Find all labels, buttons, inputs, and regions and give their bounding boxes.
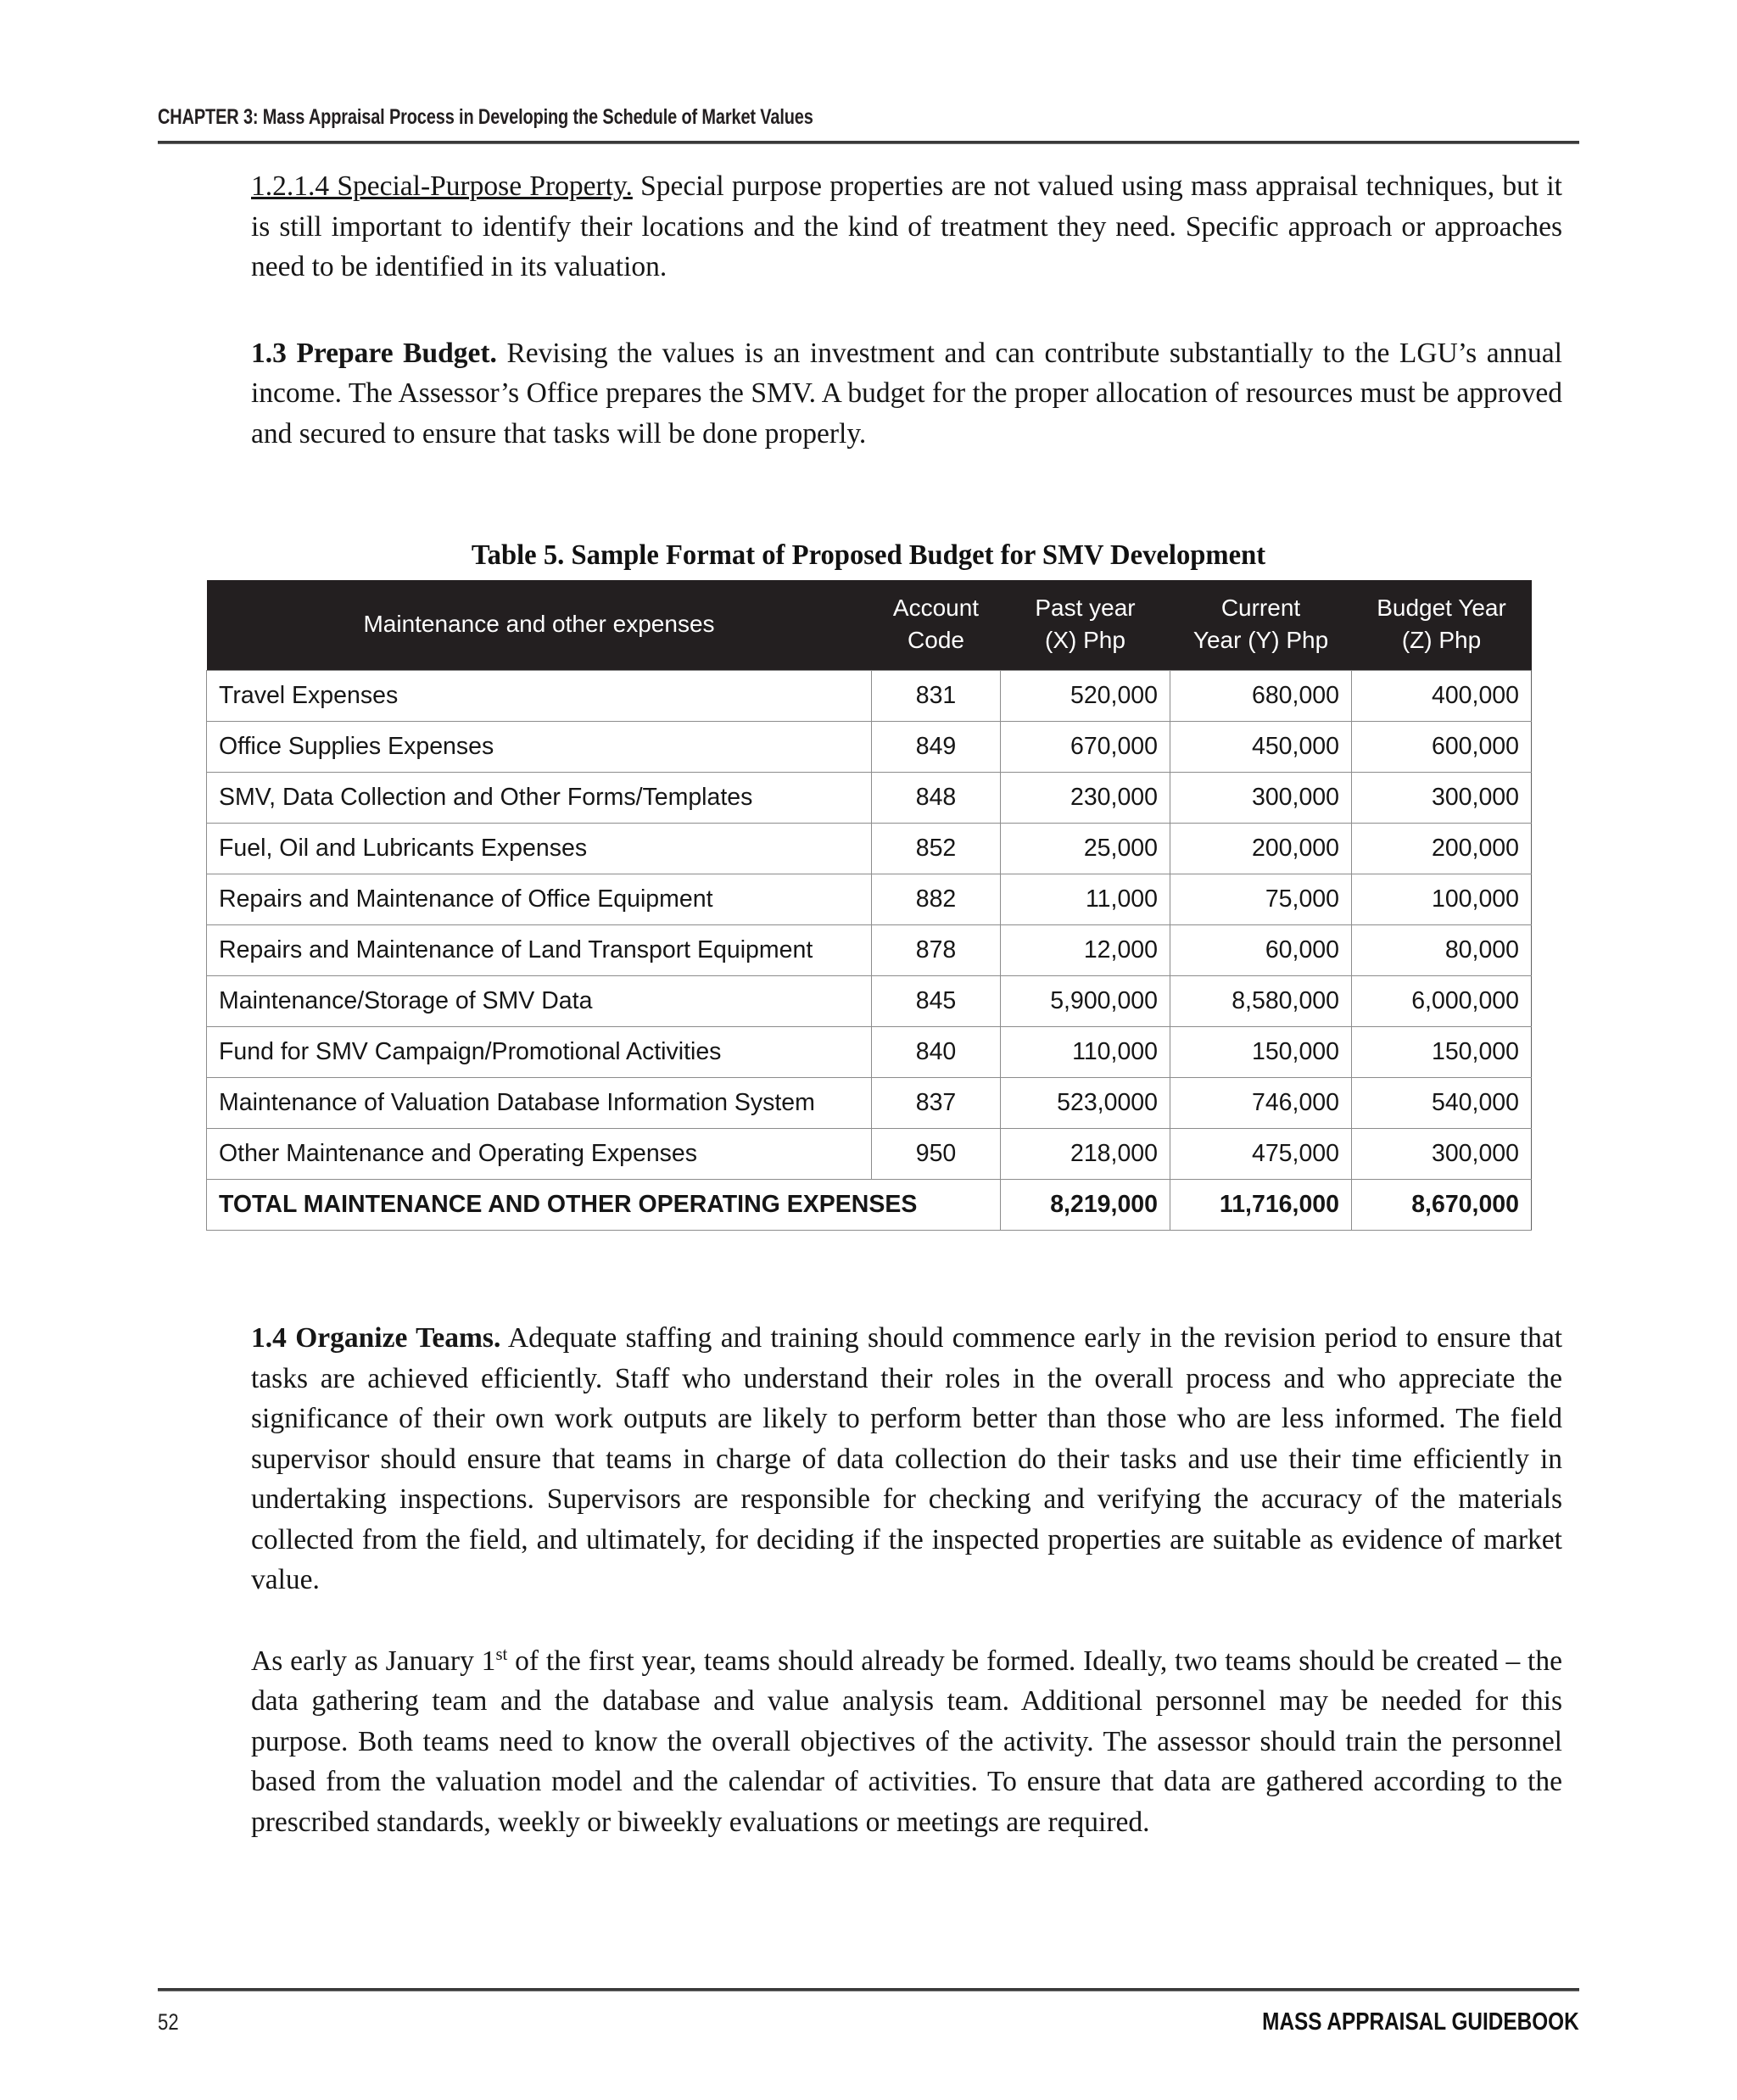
column-header-budget-year-line2: (Z) Php xyxy=(1401,627,1482,653)
column-header-description xyxy=(207,580,872,671)
cell-current-year: 150,000 xyxy=(1170,1027,1352,1078)
cell-budget-year: 600,000 xyxy=(1352,722,1532,773)
column-header-past-year-line2: (X) Php xyxy=(1045,627,1125,653)
cell-past-year: 5,900,000 xyxy=(1001,976,1170,1027)
cell-account-code: 831 xyxy=(872,671,1001,722)
cell-account-code: 882 xyxy=(872,874,1001,925)
table-row xyxy=(207,1078,1532,1129)
cell-budget-year: 540,000 xyxy=(1352,1078,1532,1129)
cell-description: Other Maintenance and Operating Expenses xyxy=(207,1129,872,1180)
page-number: 52 xyxy=(158,2009,179,2035)
cell-budget-year: 400,000 xyxy=(1352,671,1532,722)
table-row xyxy=(207,722,1532,773)
running-header xyxy=(158,105,1579,130)
footer-book-title: MASS APPRAISAL GUIDEBOOK xyxy=(1262,2008,1579,2036)
cell-account-code: 878 xyxy=(872,925,1001,976)
column-header-current-year-line1: Current xyxy=(1220,595,1301,621)
table-body xyxy=(207,671,1532,1231)
column-header-budget-year xyxy=(1352,580,1532,671)
table-header-row xyxy=(207,580,1532,671)
cell-description: Fund for SMV Campaign/Promotional Activities xyxy=(207,1027,872,1078)
paragraph-1-4-body: Adequate staffing and training should commence early in the revision period to ensure that tasks are achieved efficiently. Staff who understand their roles in the overall process and who appreciate the significance of their own work outputs are likely to perform better than those who are less informed. The field supervisor should ensure that teams in charge of data collection do their tasks and use their time efficiently in undertaking inspections. Supervisors are responsible for checking and verifying the accuracy of the materials collected from the field, and ultimately, for deciding if the inspected properties are suitable as evidence of market value. xyxy=(251,1322,1563,1595)
cell-account-code: 837 xyxy=(872,1078,1001,1129)
table-total-row xyxy=(207,1180,1532,1231)
header-divider-rule xyxy=(158,141,1579,144)
table-row xyxy=(207,773,1532,824)
column-header-current-year-line2: Year (Y) Php xyxy=(1192,627,1329,653)
cell-description: Repairs and Maintenance of Land Transport Equipment xyxy=(207,925,872,976)
footer-divider-rule xyxy=(158,1988,1579,1991)
cell-current-year: 8,580,000 xyxy=(1170,976,1352,1027)
paragraph-spacer-2 xyxy=(251,1600,1562,1641)
column-header-account-code-line1: Account xyxy=(892,595,980,621)
table-5-block xyxy=(206,539,1531,1231)
running-header-text: CHAPTER 3: Mass Appraisal Process in Developing the Schedule of Market Values xyxy=(158,105,813,129)
table-row xyxy=(207,824,1532,874)
paragraph-special-purpose-property xyxy=(251,166,1562,288)
heading-1-2-1-4: 1.2.1.4 Special-Purpose Property. xyxy=(251,170,633,202)
cell-current-year: 680,000 xyxy=(1170,671,1352,722)
total-current-year: 11,716,000 xyxy=(1170,1180,1352,1231)
table-row xyxy=(207,976,1532,1027)
table-row xyxy=(207,925,1532,976)
paragraph-spacer xyxy=(251,288,1562,333)
cell-past-year: 523,0000 xyxy=(1001,1078,1170,1129)
cell-past-year: 25,000 xyxy=(1001,824,1170,874)
cell-current-year: 75,000 xyxy=(1170,874,1352,925)
body-content-top xyxy=(251,166,1562,454)
column-header-past-year xyxy=(1001,580,1170,671)
table-header xyxy=(207,580,1532,671)
total-label: TOTAL MAINTENANCE AND OTHER OPERATING EXPENSES xyxy=(207,1180,1001,1231)
ordinal-suffix: st xyxy=(495,1644,508,1664)
heading-1-3: 1.3 Prepare Budget. xyxy=(251,337,497,369)
column-header-account-code-line2: Code xyxy=(908,627,964,653)
cell-account-code: 840 xyxy=(872,1027,1001,1078)
cell-budget-year: 6,000,000 xyxy=(1352,976,1532,1027)
cell-past-year: 670,000 xyxy=(1001,722,1170,773)
column-header-budget-year-line1: Budget Year xyxy=(1377,595,1506,621)
budget-table xyxy=(206,580,1532,1231)
cell-description: Maintenance of Valuation Database Information System xyxy=(207,1078,872,1129)
total-budget-year: 8,670,000 xyxy=(1352,1180,1532,1231)
paragraph-closing-part1: As early as January 1 xyxy=(251,1645,496,1677)
cell-description: Travel Expenses xyxy=(207,671,872,722)
cell-description: Fuel, Oil and Lubricants Expenses xyxy=(207,824,872,874)
cell-budget-year: 200,000 xyxy=(1352,824,1532,874)
cell-description: Maintenance/Storage of SMV Data xyxy=(207,976,872,1027)
cell-past-year: 520,000 xyxy=(1001,671,1170,722)
body-content-bottom xyxy=(251,1318,1562,1842)
cell-current-year: 475,000 xyxy=(1170,1129,1352,1180)
cell-budget-year: 150,000 xyxy=(1352,1027,1532,1078)
cell-past-year: 218,000 xyxy=(1001,1129,1170,1180)
paragraph-organize-teams xyxy=(251,1318,1562,1600)
paragraph-prepare-budget xyxy=(251,333,1562,455)
column-header-account-code xyxy=(872,580,1001,671)
cell-past-year: 230,000 xyxy=(1001,773,1170,824)
table-caption: Table 5. Sample Format of Proposed Budget for SMV Development xyxy=(471,539,1266,571)
cell-past-year: 11,000 xyxy=(1001,874,1170,925)
paragraph-closing-part2: of the first year, teams should already be formed. Ideally, two teams should be created – the data gathering team and the database and value analysis team. Additional personnel may be needed for this purpose. Both teams need to know the overall objectives of the activity. The assessor should train the personnel based from the valuation model and the calendar of activities. To ensure that data are gathered according to the prescribed standards, weekly or biweekly evaluations or meetings are required. xyxy=(251,1645,1562,1838)
cell-budget-year: 300,000 xyxy=(1352,773,1532,824)
cell-current-year: 450,000 xyxy=(1170,722,1352,773)
cell-account-code: 950 xyxy=(872,1129,1001,1180)
cell-budget-year: 100,000 xyxy=(1352,874,1532,925)
cell-current-year: 746,000 xyxy=(1170,1078,1352,1129)
cell-current-year: 60,000 xyxy=(1170,925,1352,976)
cell-budget-year: 80,000 xyxy=(1352,925,1532,976)
cell-budget-year: 300,000 xyxy=(1352,1129,1532,1180)
paragraph-1-3-body: Revising the values is an investment and can contribute substantially to the LGU’s annual income. The Assessor’s Office prepares the SMV. A budget for the proper allocation of resources must be approved and secured to ensure that tasks will be done properly. xyxy=(251,337,1562,450)
paragraph-closing xyxy=(251,1641,1562,1843)
cell-description: SMV, Data Collection and Other Forms/Templates xyxy=(207,773,872,824)
cell-current-year: 300,000 xyxy=(1170,773,1352,824)
table-row xyxy=(207,1027,1532,1078)
total-past-year: 8,219,000 xyxy=(1001,1180,1170,1231)
cell-current-year: 200,000 xyxy=(1170,824,1352,874)
cell-past-year: 110,000 xyxy=(1001,1027,1170,1078)
column-header-current-year xyxy=(1170,580,1352,671)
column-header-past-year-line1: Past year xyxy=(1035,595,1136,621)
heading-1-4: 1.4 Organize Teams. xyxy=(251,1322,501,1354)
table-row xyxy=(207,671,1532,722)
cell-description: Office Supplies Expenses xyxy=(207,722,872,773)
cell-account-code: 845 xyxy=(872,976,1001,1027)
cell-account-code: 849 xyxy=(872,722,1001,773)
table-row xyxy=(207,1129,1532,1180)
table-row xyxy=(207,874,1532,925)
page-footer xyxy=(158,2008,1579,2036)
paragraph-1-2-1-4-body: Special purpose properties are not valued using mass appraisal techniques, but it is still important to identify their locations and the kind of treatment they need. Specific approach or approaches need to be identified in its valuation. xyxy=(251,170,1562,282)
column-header-description-line1: Maintenance and other expenses xyxy=(363,611,715,637)
cell-account-code: 852 xyxy=(872,824,1001,874)
cell-past-year: 12,000 xyxy=(1001,925,1170,976)
cell-account-code: 848 xyxy=(872,773,1001,824)
cell-description: Repairs and Maintenance of Office Equipment xyxy=(207,874,872,925)
